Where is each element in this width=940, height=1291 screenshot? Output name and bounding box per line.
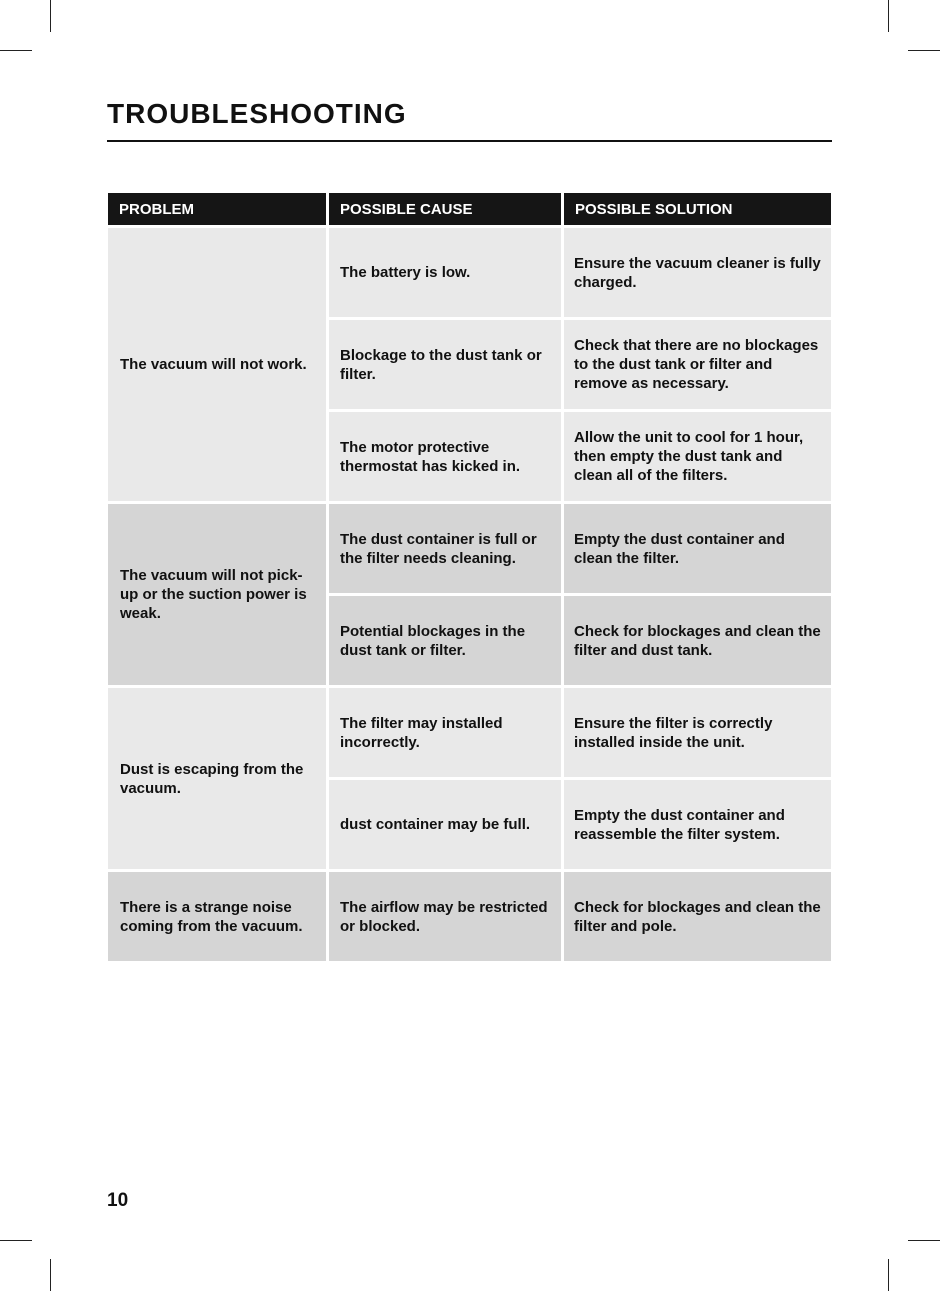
table-row (329, 412, 831, 501)
solution-cell: Ensure the filter is correctly installed inside the unit. (564, 688, 831, 777)
table-row (329, 688, 831, 777)
crop-mark (0, 1240, 32, 1241)
problem-cell: The vacuum will not pick-up or the suction power is weak. (108, 504, 326, 685)
page-title: TROUBLESHOOTING (107, 98, 407, 129)
solution-cell: Ensure the vacuum cleaner is fully charged. (564, 228, 831, 317)
crop-mark (908, 1240, 940, 1241)
solution-cell: Check that there are no blockages to the dust tank or filter and remove as necessary. (564, 320, 831, 409)
cause-cell: The airflow may be restricted or blocked. (329, 872, 561, 961)
troubleshooting-table (108, 193, 831, 961)
header-possible-solution: POSSIBLE SOLUTION (564, 193, 831, 225)
header-problem: PROBLEM (108, 193, 326, 225)
table-header-row (108, 193, 831, 225)
table-row (329, 780, 831, 869)
crop-mark (888, 0, 889, 32)
cause-cell: The motor protective thermostat has kicked in. (329, 412, 561, 501)
cause-cell: The dust container is full or the filter needs cleaning. (329, 504, 561, 593)
crop-mark (888, 1259, 889, 1291)
table-group (108, 688, 831, 869)
solution-cell: Empty the dust container and clean the filter. (564, 504, 831, 593)
crop-mark (0, 50, 32, 51)
cause-cell: dust container may be full. (329, 780, 561, 869)
crop-mark (908, 50, 940, 51)
title-divider (107, 140, 832, 142)
cause-cell: The battery is low. (329, 228, 561, 317)
crop-mark (50, 1259, 51, 1291)
problem-cell: Dust is escaping from the vacuum. (108, 688, 326, 869)
problem-cell: There is a strange noise coming from the vacuum. (108, 872, 326, 961)
table-group (108, 872, 831, 961)
cause-cell: Potential blockages in the dust tank or filter. (329, 596, 561, 685)
table-group (108, 504, 831, 685)
table-row (329, 320, 831, 409)
problem-cell: The vacuum will not work. (108, 228, 326, 501)
crop-mark (50, 0, 51, 32)
cause-cell: Blockage to the dust tank or filter. (329, 320, 561, 409)
cause-cell: The filter may installed incorrectly. (329, 688, 561, 777)
table-row (329, 228, 831, 317)
solution-cell: Allow the unit to cool for 1 hour, then empty the dust tank and clean all of the filters. (564, 412, 831, 501)
table-row (329, 504, 831, 593)
table-row (329, 872, 831, 961)
solution-cell: Check for blockages and clean the filter and dust tank. (564, 596, 831, 685)
solution-cell: Empty the dust container and reassemble the filter system. (564, 780, 831, 869)
table-row (329, 596, 831, 685)
header-possible-cause: POSSIBLE CAUSE (329, 193, 561, 225)
table-group (108, 228, 831, 501)
page-number: 10 (107, 1190, 129, 1211)
solution-cell: Check for blockages and clean the filter and pole. (564, 872, 831, 961)
